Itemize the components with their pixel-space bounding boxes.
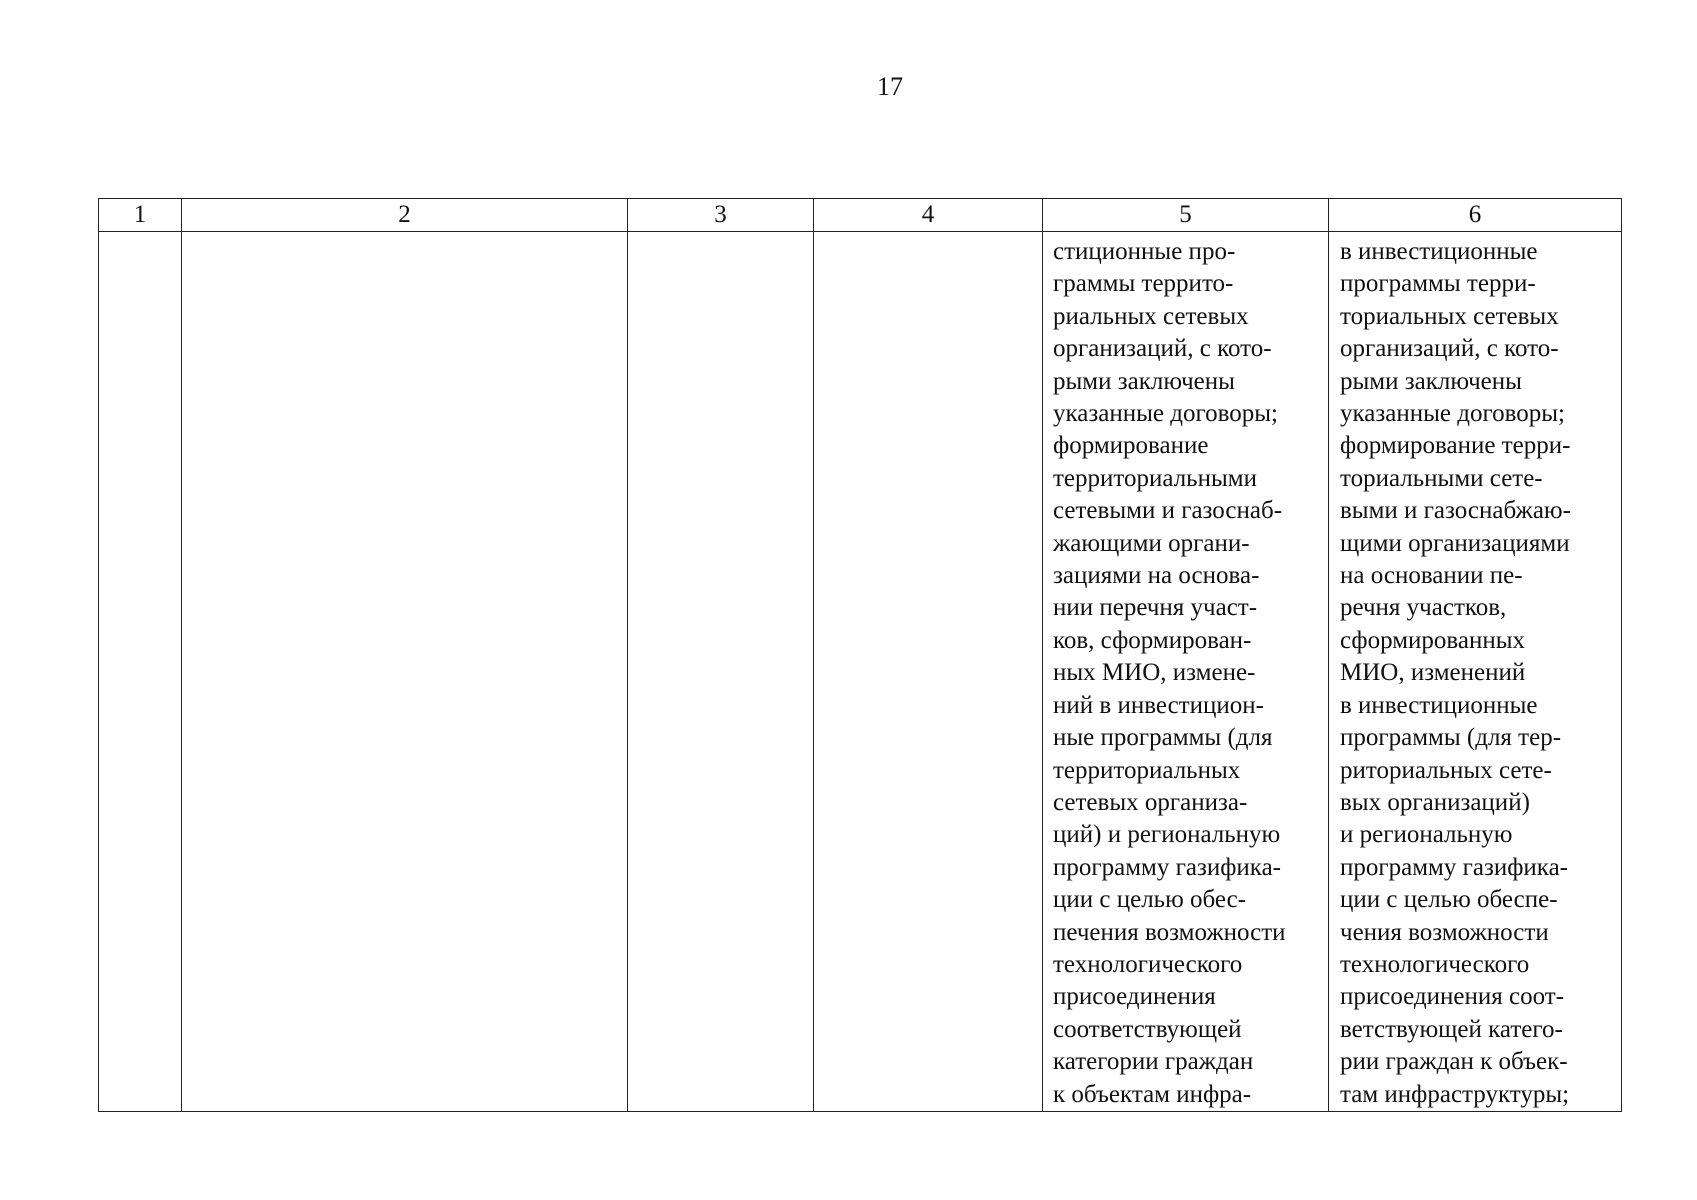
text-line: рыми заключены xyxy=(1340,367,1522,395)
text-line: сетевых организа- xyxy=(1053,788,1248,816)
text-line: территориальных xyxy=(1053,756,1241,784)
text-line: выми и газоснабжаю- xyxy=(1340,497,1571,525)
text-line: к объектам инфра- xyxy=(1053,1080,1252,1108)
text-line: технологического xyxy=(1340,950,1530,978)
text-line: указанные договоры; xyxy=(1340,400,1565,428)
document-table xyxy=(98,198,1622,1112)
cell-col5-text xyxy=(1043,232,1328,1111)
cell-col3 xyxy=(628,232,814,1112)
cell-col6-text xyxy=(1329,232,1621,1111)
text-line: вых организаций) xyxy=(1340,788,1530,816)
column-header-3: 3 xyxy=(628,199,814,232)
text-line: указанные договоры; xyxy=(1053,400,1278,428)
table-header-row xyxy=(99,199,1622,232)
text-line: соответствующей xyxy=(1053,1015,1242,1043)
text-line: технологического xyxy=(1053,950,1243,978)
cell-col5 xyxy=(1043,232,1329,1112)
text-line: на основании пе- xyxy=(1340,562,1523,590)
text-line: ции с целью обес- xyxy=(1053,886,1247,914)
text-line: в инвестиционные xyxy=(1340,691,1538,719)
text-line: в инвестиционные xyxy=(1340,238,1538,265)
text-line: программы терри- xyxy=(1340,270,1536,298)
text-line: организаций, с кото- xyxy=(1340,335,1559,363)
text-line: стиционные про- xyxy=(1053,238,1236,265)
column-header-1: 1 xyxy=(99,199,182,232)
text-line: ные программы (для xyxy=(1053,724,1273,752)
cell-col4 xyxy=(814,232,1043,1112)
text-line: организаций, с кото- xyxy=(1053,335,1272,363)
text-line: зациями на основа- xyxy=(1053,562,1260,590)
text-line: ториальными сете- xyxy=(1340,464,1543,492)
text-line: граммы террито- xyxy=(1053,270,1234,298)
text-line: ветствующей катего- xyxy=(1340,1015,1563,1043)
text-line: там инфраструктуры; xyxy=(1340,1080,1570,1108)
text-line: ции с целью обеспе- xyxy=(1340,886,1558,914)
text-line: ний в инвестицион- xyxy=(1053,691,1264,719)
text-line: ториальных сетевых xyxy=(1340,302,1559,330)
text-line: ков, сформирован- xyxy=(1053,626,1252,654)
page-number: 17 xyxy=(877,72,903,101)
column-header-6: 6 xyxy=(1329,199,1622,232)
text-line: жающими органи- xyxy=(1053,529,1250,557)
text-line: программы (для тер- xyxy=(1340,724,1562,752)
text-line: рыми заключены xyxy=(1053,367,1235,395)
text-line: МИО, изменений xyxy=(1340,659,1526,687)
text-line: речня участков, xyxy=(1340,594,1507,622)
text-line: сформированных xyxy=(1340,626,1526,654)
text-line: категории граждан xyxy=(1053,1048,1254,1076)
cell-col1 xyxy=(99,232,182,1112)
text-line: риториальных сете- xyxy=(1340,756,1552,784)
text-line: сетевыми и газоснаб- xyxy=(1053,497,1283,525)
text-line: программу газифика- xyxy=(1053,853,1281,881)
text-line: территориальными xyxy=(1053,464,1257,492)
text-line: присоединения соот- xyxy=(1340,983,1565,1011)
text-line: риальных сетевых xyxy=(1053,302,1249,330)
text-line: печения возможности xyxy=(1053,918,1286,946)
column-header-2: 2 xyxy=(182,199,628,232)
cell-col2 xyxy=(182,232,628,1112)
text-line: и региональную xyxy=(1340,821,1513,849)
text-line: нии перечня участ- xyxy=(1053,594,1258,622)
column-header-4: 4 xyxy=(814,199,1043,232)
text-line: формирование xyxy=(1053,432,1209,460)
column-header-5: 5 xyxy=(1043,199,1329,232)
text-line: ций) и региональную xyxy=(1053,821,1281,849)
cell-col6 xyxy=(1329,232,1622,1112)
text-line: щими организациями xyxy=(1340,529,1570,557)
text-line: рии граждан к объек- xyxy=(1340,1048,1568,1076)
text-line: присоединения xyxy=(1053,983,1216,1011)
text-line: чения возможности xyxy=(1340,918,1549,946)
text-line: формирование терри- xyxy=(1340,432,1571,460)
text-line: ных МИО, измене- xyxy=(1053,659,1256,687)
table-row xyxy=(99,232,1622,1112)
text-line: программу газифика- xyxy=(1340,853,1568,881)
